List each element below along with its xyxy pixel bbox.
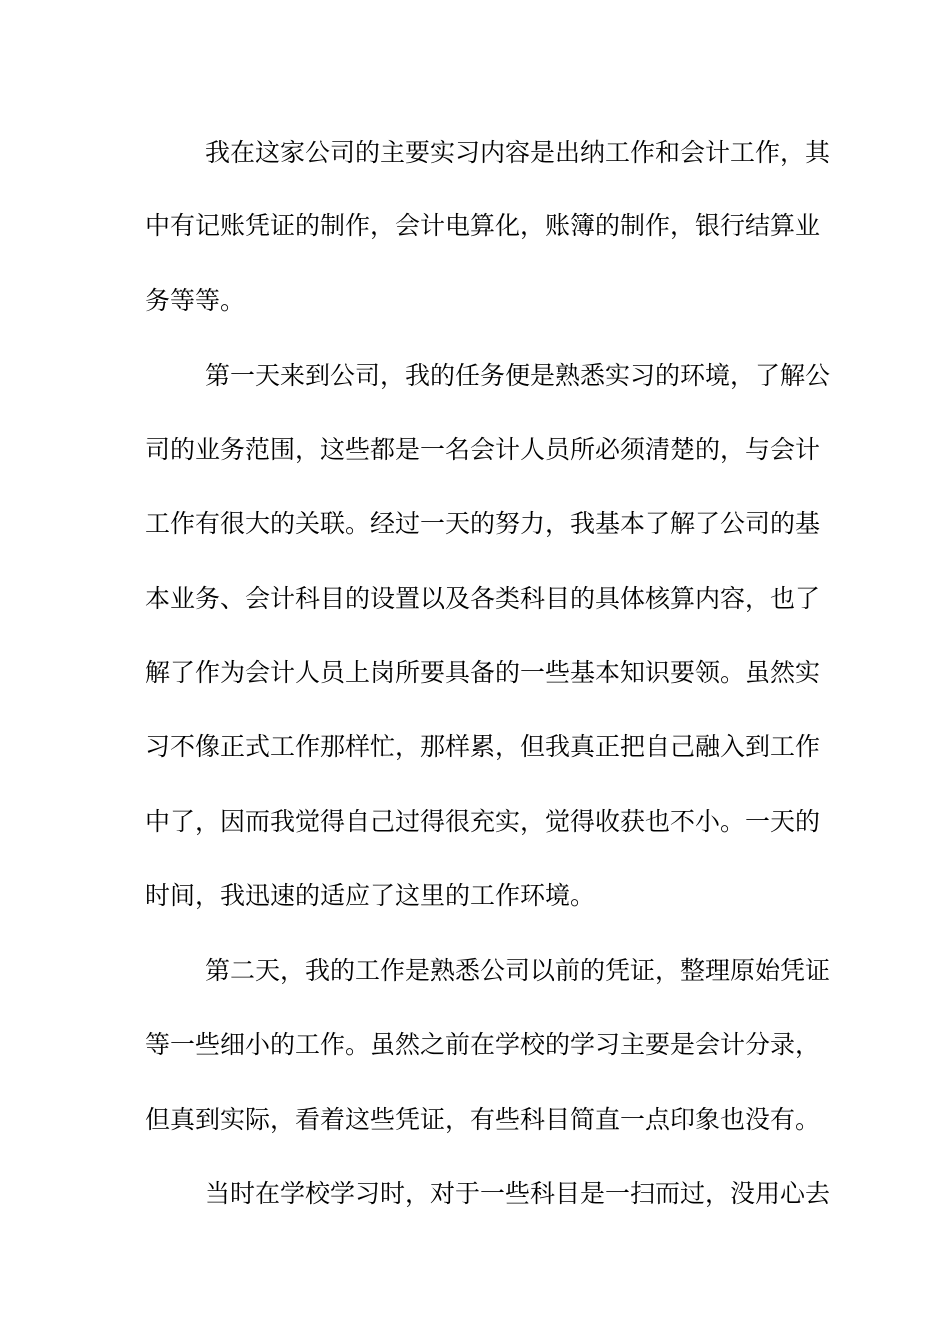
text-line: 当时在学校学习时，对于一些科目是一扫而过，没用心去 [205,1179,831,1208]
text-line: 中了，因而我觉得自己过得很充实，觉得收获也不小。一天的 [145,807,821,836]
text-line: 但真到实际，看着这些凭证，有些科目简直一点印象也没有。 [145,1105,821,1134]
text-line: 第一天来到公司，我的任务便是熟悉实习的环境，了解公 [205,361,831,390]
text-line: 习不像正式工作那样忙，那样累，但我真正把自己融入到工作 [145,732,821,761]
text-line: 我在这家公司的主要实习内容是出纳工作和会计工作，其 [205,138,831,167]
text-line: 工作有很大的关联。经过一天的努力，我基本了解了公司的基 [145,509,821,538]
text-line: 本业务、会计科目的设置以及各类科目的具体核算内容，也了 [145,584,821,613]
text-line: 务等等。 [145,286,246,315]
text-line: 司的业务范围，这些都是一名会计人员所必须清楚的，与会计 [145,435,821,464]
text-line: 时间，我迅速的适应了这里的工作环境。 [145,881,596,910]
text-line: 等一些细小的工作。虽然之前在学校的学习主要是会计分录， [145,1030,821,1059]
text-line: 第二天，我的工作是熟悉公司以前的凭证，整理原始凭证 [205,956,831,985]
text-line: 中有记账凭证的制作，会计电算化，账簿的制作，银行结算业 [145,211,821,240]
text-line: 解了作为会计人员上岗所要具备的一些基本知识要领。虽然实 [145,658,821,687]
